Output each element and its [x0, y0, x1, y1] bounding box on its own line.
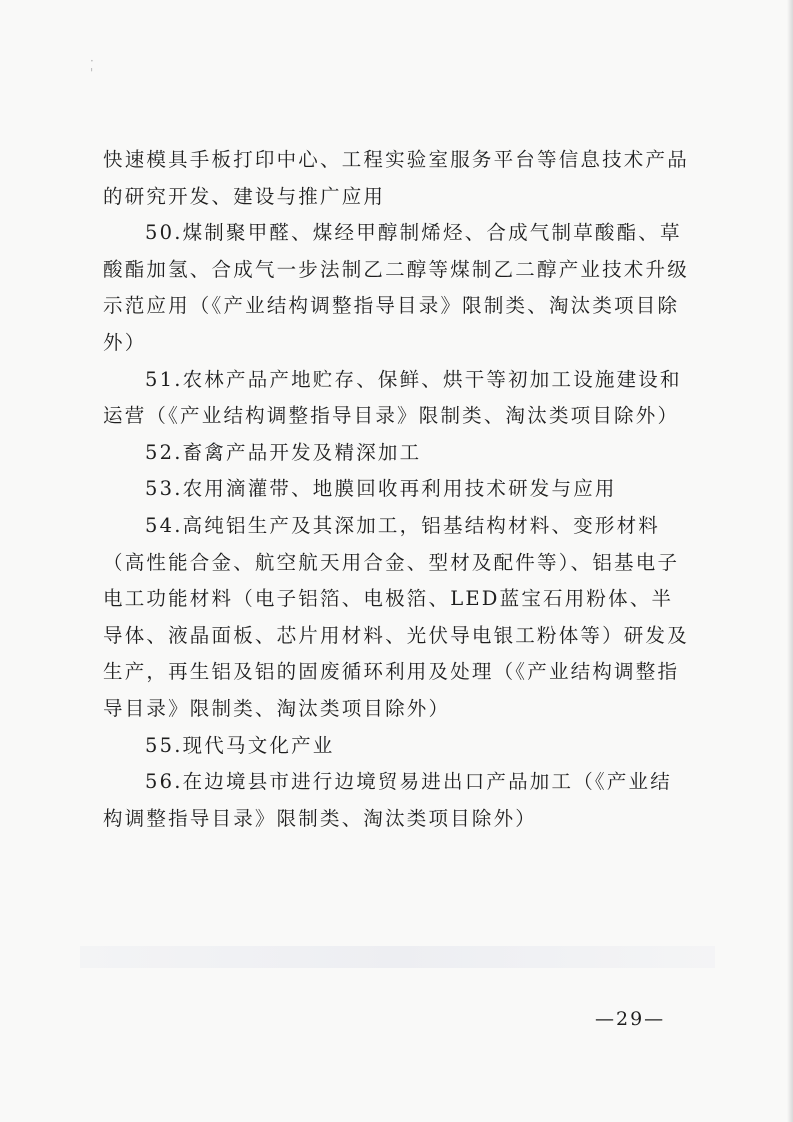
paragraph-item-51: 51.农林产品产地贮存、保鲜、烘干等初加工设施建设和运营（《产业结构调整指导目录》限制类、淘汰类项目除外） — [103, 367, 682, 428]
scan-edge-shadow — [787, 0, 793, 1122]
paragraph-item-50: 50.煤制聚甲醛、煤经甲醇制烯烃、合成气制草酸酯、草酸酯加氢、合成气一步法制乙二醇等煤制乙二醇产业技术升级示范应用（《产业结构调整指导目录》限制类、淘汰类项目除外） — [103, 221, 689, 354]
document-body — [103, 142, 693, 837]
paragraph-item-54: 54.高纯铝生产及其深加工，铝基结构材料、变形材料（高性能合金、航空航天用合金、型材及配件等）、铝基电子电工功能材料（电子铝箔、电极箔、LED蓝宝石用粉体、半导体、液晶面板、芯片用材料、光伏导电银工粉体等）研发及生产，再生铝及铝的固废循环利用及处理（《产业结构调整指导目录》限制类、淘汰类项目除外） — [103, 513, 689, 720]
paragraph-item-52: 52.畜禽产品开发及精深加工 — [145, 440, 422, 464]
paragraph-continuation: 快速模具手板打印中心、工程实验室服务平台等信息技术产品的研究开发、建设与推广应用 — [103, 148, 689, 208]
page-number: —29— — [595, 1008, 666, 1030]
paragraph-item-55: 55.现代马文化产业 — [145, 733, 335, 757]
paragraph-item-53: 53.农用滴灌带、地膜回收再利用技术研发与应用 — [145, 477, 617, 501]
paragraph-item-56: 56.在边境县市进行边境贸易进出口产品加工（《产业结构调整指导目录》限制类、淘汰类项目除外） — [103, 770, 672, 830]
bleed-through-shadow — [80, 946, 715, 968]
scan-speck-mark: · ' — [90, 54, 94, 80]
